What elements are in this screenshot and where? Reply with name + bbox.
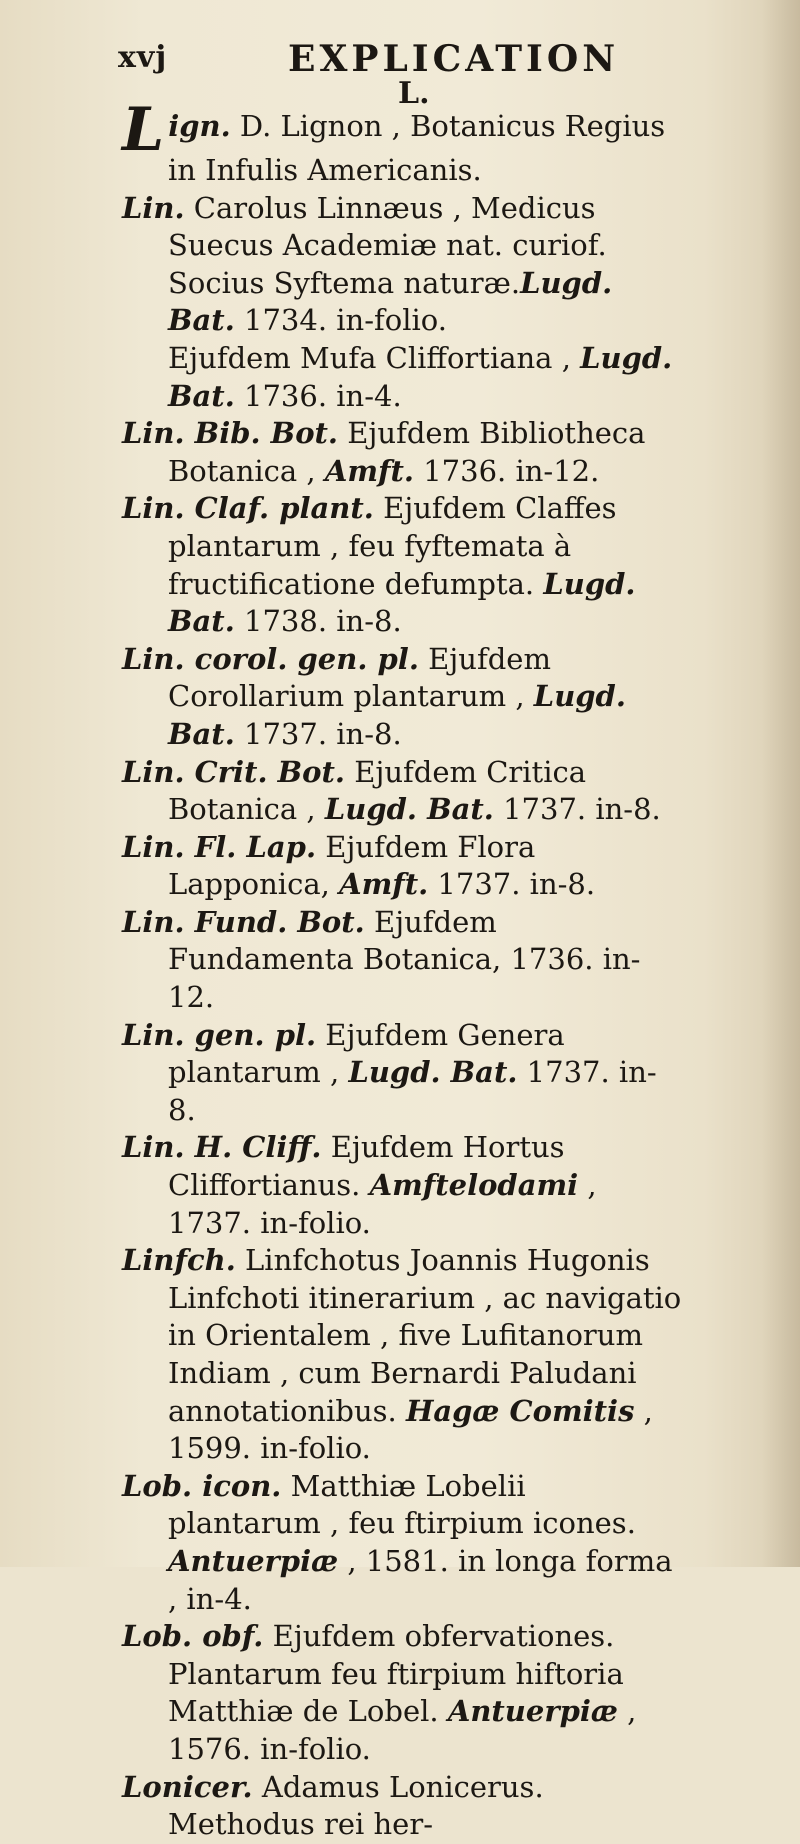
drop-capital: L [122,95,165,165]
entry-date: 1734. in-folio. [234,303,447,338]
list-item [122,1017,682,1130]
entry-text: Ejufdem Hortus Cliffortianus. [168,1130,565,1203]
entry-abbreviation: Lin. Fund. Bot. [122,904,365,939]
list-item [122,190,682,340]
list-item [122,1242,682,1468]
entry-date: 1736. in-12. [414,453,600,488]
list-item [122,1468,682,1618]
entry-abbreviation: ign. [168,109,231,143]
entry-text: Ejufdem Bibliotheca Botanica , [168,416,646,488]
entry-place: Amft. [324,453,415,488]
entry-abbreviation: Lob. obf. [122,1619,264,1654]
page-header [118,38,678,78]
entry-text: Ejufdem Claffes plantarum , feu fyftemata à fructificatione defumpta. [168,491,617,601]
list-item [122,829,682,904]
entry-text: Linfchotus Joannis Hugonis Linfchoti itinerarium , ac navigatio in Orientalem , five Lufitanorum Indiam , cum Bernardi Paludani annotationibus. [168,1243,682,1428]
entry-date: , 1581. in longa forma , in-4. [168,1543,673,1616]
entry-text: Ejufdem Fundamenta Botanica, 1736. in-12. [168,904,641,1015]
entry-place: Lugd. Bat. [168,340,673,413]
entry-place: Antuerpiæ [168,1543,339,1578]
entry-date: , 1599. in-folio. [168,1393,653,1466]
list-item [122,490,682,640]
entry-abbreviation: Linfch. [122,1243,236,1278]
list-item [122,415,682,490]
list-item [122,754,682,829]
list-item [122,95,682,190]
entry-text: Ejufdem Corollarium plantarum , [168,641,551,714]
page-edge-shadow [762,0,800,1567]
entry-text: Ejufdem Critica Botanica , [168,754,587,827]
entry-text: Ejufdem Flora Lapponica, [168,829,536,902]
entry-text: Ejufdem Mufa Cliffortiana , [168,340,581,375]
list-item [122,1129,682,1242]
entry-place: Amft. [339,867,429,902]
bibliography-list [122,95,682,1844]
entry-date: 1737. in-8. [168,1055,657,1127]
entry-abbreviation: Lin. Fl. Lap. [122,829,317,864]
entry-text: Matthiæ Lobelii plantarum , feu ftirpium icones. [168,1468,636,1541]
entry-abbreviation: Lin. Crit. Bot. [122,754,345,789]
entry-abbreviation: Lin. gen. pl. [122,1017,317,1052]
list-item [122,1618,682,1768]
entry-date: , 1576. in-folio. [168,1694,637,1766]
entry-abbreviation: Lin. Claf. plant. [122,491,374,526]
entry-place: Amftelodami [369,1168,579,1203]
entry-abbreviation: Lin. Bib. Bot. [122,416,339,451]
entry-place: Hagæ Comitis [405,1393,635,1428]
entry-date: 1737. in-8. [234,716,402,751]
entry-date: 1737. in-8. [493,792,661,827]
entry-text: Ejufdem obfervationes. Plantarum feu ftirpium hiftoria Matthiæ de Lobel. [168,1619,624,1729]
entry-text: Adamus Lonicerus. Methodus rei her- [168,1769,544,1842]
list-item [122,904,682,1017]
entry-date: 1736. in-4. [234,378,402,413]
section-letter: L. [398,76,430,111]
entry-text: D. Lignon , Botanicus Regius in Infulis Americanis. [168,109,666,187]
entry-place: Antuerpiæ [447,1694,618,1729]
entry-date: 1738. in-8. [234,604,402,639]
page-number: xvj [118,40,168,75]
entry-date: 1737. in-8. [428,867,596,902]
entry-text: Ejufdem Genera plantarum , [168,1017,565,1090]
list-item [122,340,682,415]
list-item [122,641,682,754]
entry-place: Lugd. Bat. [168,265,613,338]
entry-place: Lugd. Bat. [324,792,494,827]
entry-place: Lugd. Bat. [348,1055,518,1090]
entry-abbreviation: Lin. [122,190,185,225]
list-item [122,1769,682,1844]
entry-abbreviation: Lob. icon. [122,1468,282,1503]
entry-date: , 1737. in-folio. [168,1168,597,1240]
entry-place: Lugd. Bat. [168,566,636,639]
entry-abbreviation: Lin. corol. gen. pl. [122,641,419,676]
entry-abbreviation: Lonicer. [122,1769,253,1804]
entry-place: Lugd. Bat. [168,679,626,751]
running-title: EXPLICATION [288,38,620,80]
entry-abbreviation: Lin. H. Cliff. [122,1130,322,1165]
entry-text: Carolus Linnæus , Medicus Suecus Academiæ nat. curiof. Socius Syftema naturæ. [168,190,607,300]
